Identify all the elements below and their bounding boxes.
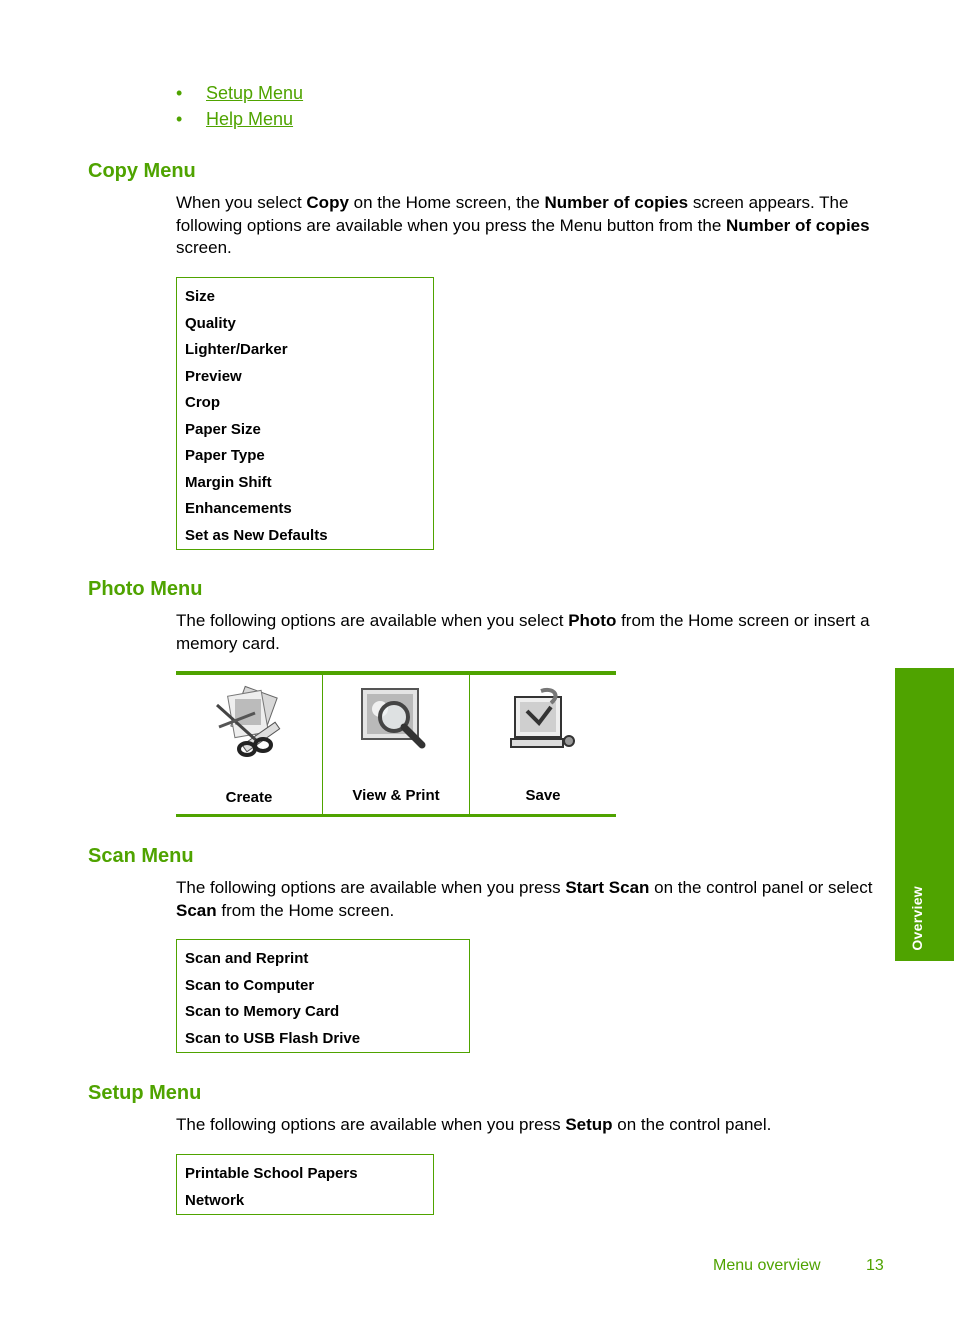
menu-option: Margin Shift <box>185 473 272 491</box>
scan-menu-options <box>176 939 470 1053</box>
scan-menu-intro <box>176 877 891 922</box>
text-run: on the control panel or select <box>649 878 873 897</box>
photo-menu-intro <box>176 610 891 655</box>
text-run: When you select <box>176 193 307 212</box>
photo-view-print-cell[interactable] <box>322 675 469 814</box>
menu-option: Paper Type <box>185 447 265 464</box>
photo-save-cell[interactable] <box>469 675 616 814</box>
footer-section-title: Menu overview <box>713 1257 821 1274</box>
text-run: from the Home screen or insert a memory card. <box>176 611 870 653</box>
bold-term: Number of copies <box>726 215 870 235</box>
menu-option: Scan and Reprint <box>185 950 309 967</box>
menu-option: Enhancements <box>185 500 292 517</box>
text-run: screen. <box>176 238 232 257</box>
menu-option: Scan to Memory Card <box>185 1003 340 1020</box>
text-run: screen appears. The following options are available when you press the Menu button from the <box>176 193 849 235</box>
menu-option: Scan to Computer <box>185 976 315 994</box>
section-side-tab <box>895 668 954 961</box>
text-run: The following options are available when you select <box>176 611 569 630</box>
bold-term: Scan <box>176 900 217 920</box>
copy-menu-intro <box>176 192 891 260</box>
photo-menu-table <box>176 671 616 817</box>
text-run: The following options are available when you press <box>176 1115 566 1134</box>
bullet: • <box>176 109 183 129</box>
bold-term: Setup <box>565 1115 613 1134</box>
text-run: The following options are available when you press <box>176 878 566 897</box>
copy-menu-heading: Copy Menu <box>88 160 196 182</box>
menu-option: Paper Size <box>185 420 261 438</box>
side-tab-label: Overview <box>909 886 925 951</box>
bold-term: Copy <box>306 193 349 212</box>
menu-option: Preview <box>185 367 242 385</box>
menu-option: Network <box>185 1191 245 1209</box>
menu-option: Scan to USB Flash Drive <box>185 1029 361 1047</box>
menu-option: Set as New Defaults <box>185 526 328 544</box>
scan-menu-heading: Scan Menu <box>88 845 194 867</box>
menu-option: Lighter/Darker <box>185 341 288 358</box>
menu-option: Quality <box>185 314 236 332</box>
scissors-photos-icon <box>207 683 291 763</box>
save-label: Save <box>525 787 561 804</box>
view-print-label: View & Print <box>352 787 440 804</box>
setup-menu-intro <box>176 1114 891 1137</box>
setup-menu-options <box>176 1154 434 1215</box>
copy-menu-options <box>176 277 434 550</box>
photo-create-cell[interactable] <box>176 675 322 814</box>
menu-option: Crop <box>185 394 220 411</box>
text-run: on the control panel. <box>612 1115 772 1134</box>
computer-save-icon <box>503 683 583 763</box>
create-label: Create <box>225 789 273 806</box>
menu-option: Size <box>185 288 216 305</box>
setup-menu-link[interactable]: Setup Menu <box>206 83 304 103</box>
photo-menu-heading: Photo Menu <box>88 578 203 600</box>
page-number: 13 <box>866 1257 884 1274</box>
help-menu-link[interactable]: Help Menu <box>206 109 294 129</box>
text-run: from the Home screen. <box>216 900 395 920</box>
link-list <box>176 81 303 133</box>
bold-term: Photo <box>568 611 617 630</box>
list-item <box>176 81 303 107</box>
list-item <box>176 107 303 133</box>
magnifier-photo-icon <box>356 683 436 763</box>
setup-menu-heading: Setup Menu <box>88 1082 202 1104</box>
menu-option: Printable School Papers <box>185 1165 358 1182</box>
bold-term: Number of copies <box>544 193 689 212</box>
bullet: • <box>176 83 183 103</box>
text-run: on the Home screen, the <box>348 193 545 212</box>
bold-term: Start Scan <box>565 878 650 897</box>
